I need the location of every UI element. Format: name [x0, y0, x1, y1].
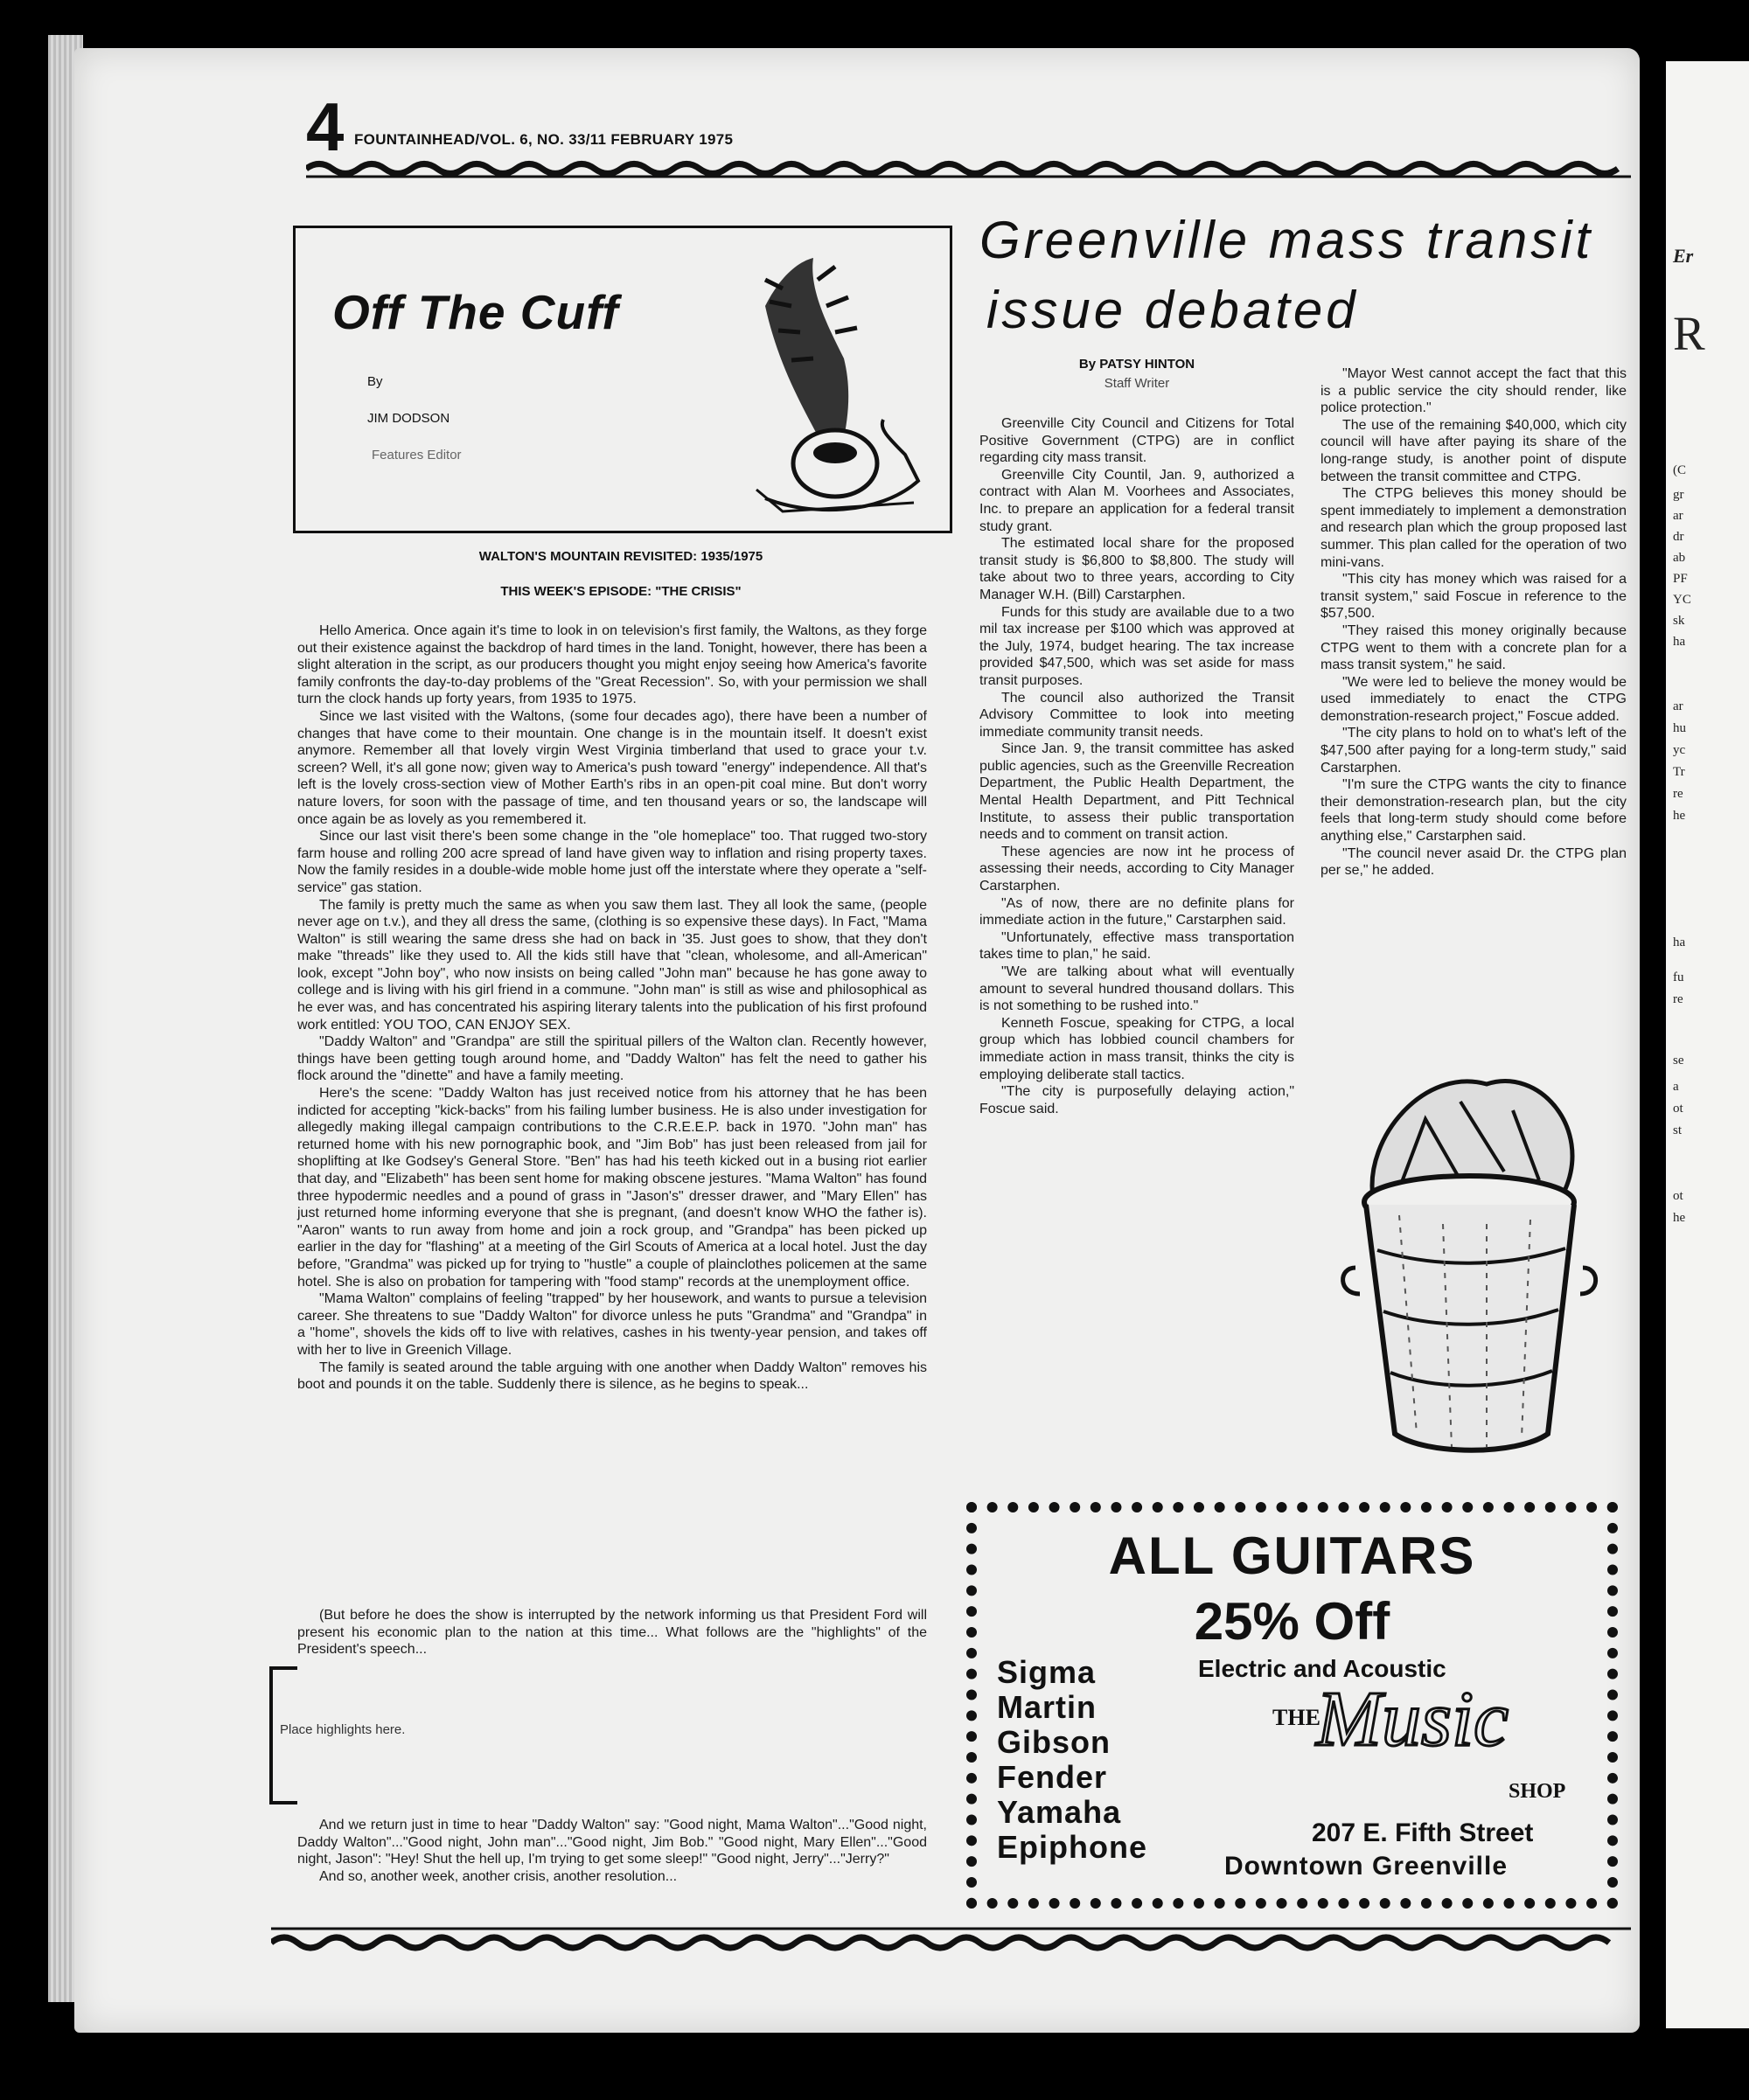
next-page-fragment: st	[1673, 1123, 1683, 1137]
transit-paragraph: The CTPG believes this money should be spent immediately to implement a demonstration and research plan which the group proposed last summer. This plan called for the operation of two mini-vans.	[1320, 486, 1627, 570]
trash-can-illustration	[1329, 1049, 1609, 1460]
next-page-fragment: ar	[1673, 699, 1683, 713]
interruption-text: (But before he does the show is interrupted by the network informing us that President Ford will present his economic plan to the nation at this time... What follows are the "highlights" of the President's speech...	[297, 1608, 927, 1658]
next-page-fragment: fu	[1673, 970, 1684, 984]
next-page-fragment: YC	[1673, 593, 1691, 607]
subhead-walton: WALTON'S MOUNTAIN REVISITED: 1935/1975	[478, 549, 763, 564]
next-page-fragment: gr	[1673, 488, 1684, 502]
transit-paragraph: "The city plans to hold on to what's left of the $47,500 after paying for a long-term study," said Carstarphen.	[1320, 726, 1627, 775]
next-page-fragment: he	[1673, 1211, 1686, 1225]
brand-list	[997, 1655, 1147, 1865]
article-paragraph: "Mama Walton" complains of feeling "trapped" by her housework, and wants to pursue a television career. She threatens to sue "Daddy Walton" for divorce unless he puts "Grandma" and "Grandpa" in a "home", shovels the kids off to live with relatives, cashes in his twenty-year pension, and takes off with her to live in Greenich Village.	[297, 1291, 927, 1358]
walton-article-body	[297, 622, 927, 1394]
next-page-fragment: ot	[1673, 1189, 1683, 1203]
transit-paragraph: Funds for this study are available due to a two mil tax increase per $100 which was approved at the July, 1974, budget hearing. The tax increase provided $47,500, which was set aside for mass transit purposes.	[979, 604, 1294, 688]
article-paragraph: The family is pretty much the same as when you saw them last. They all look the same, (people never age on t.v.), and they all dress the same, (clothing is so expensive these days). In Fact, "Mama Walton" is still wearing the same dress she had on back in '35. Just goes to show, that they don't make "threads" like they used to. All the kids still have that "clean, wholesome, and all-American" look, except "John boy", who now insists on being called "John man" because he has gone away to college and is living with his girl friend in a commune. "John man" is still as wise and philosophical as he ever was, and has concentrated his aspiring literary talents into the publication of his first profound work entitled: YOU TOO, CAN ENJOY SEX.	[297, 897, 927, 1033]
transit-paragraph: These agencies are now int he process of assessing their needs, according to City Manager Carstarphen.	[979, 844, 1294, 894]
next-page-fragment: sk	[1673, 614, 1685, 628]
transit-paragraph: The council also authorized the Transit Advisory Committee to look into meeting immediate community transit needs.	[979, 690, 1294, 740]
ad-headline: ALL GUITARS	[1108, 1526, 1476, 1585]
shop-name: Music	[1316, 1676, 1509, 1763]
brand-item: Martin	[997, 1689, 1097, 1725]
next-page-fragment: hu	[1673, 721, 1686, 735]
shop-city: Downtown Greenville	[1224, 1852, 1509, 1881]
closing-paragraphs	[297, 1817, 927, 1885]
transit-paragraph: Greenville City Council and Citizens for Total Positive Government (CTPG) are in conflict regarding city mass transit.	[979, 416, 1294, 466]
brand-item: Gibson	[997, 1724, 1111, 1760]
brand-item: Sigma	[997, 1654, 1097, 1690]
next-page-fragment: R	[1673, 307, 1705, 360]
next-page-fragment: ar	[1673, 509, 1683, 523]
next-page-fragment: he	[1673, 809, 1686, 823]
ad-discount: 25% Off	[1194, 1592, 1390, 1651]
masthead: FOUNTAINHEAD/VOL. 6, NO. 33/11 FEBRUARY 1975	[354, 131, 734, 148]
bottom-wavy-rule	[271, 1923, 1631, 1958]
brand-item: Yamaha	[997, 1794, 1122, 1830]
column-title: Off The Cuff	[332, 285, 619, 339]
next-page-fragment: re	[1673, 992, 1683, 1006]
next-page-fragment: Er	[1673, 245, 1694, 267]
transit-paragraph: "This city has money which was raised for a transit system," said Foscue in reference to the $57,500.	[1320, 572, 1627, 622]
transit-paragraph: "The council never asaid Dr. the CTPG plan per se," he added.	[1320, 845, 1627, 879]
transit-paragraph: "The city is purposefully delaying action," Foscue said.	[979, 1084, 1294, 1116]
transit-paragraph: "I'm sure the CTPG wants the city to finance their demonstration-research plan, but the city feels that long-term study should come before anything else," Carstarphen said.	[1320, 777, 1627, 845]
brand-item: Epiphone	[997, 1829, 1147, 1865]
transit-column-1	[979, 415, 1294, 1117]
next-page-fragment: (C	[1673, 463, 1686, 477]
transit-paragraph: "They raised this money originally because CTPG went to them with a concrete plan for a mass transit system," he said.	[1320, 622, 1627, 673]
byline-by: By	[367, 374, 383, 389]
next-page-fragment: ot	[1673, 1102, 1683, 1116]
next-page-fragment: dr	[1673, 530, 1684, 544]
transit-paragraph: "We were led to believe the money would be used immediately to enact the CTPG demonstration-research project," Foscue added.	[1320, 674, 1627, 724]
article-paragraph: Since our last visit there's been some change in the "ole homeplace" too. That rugged two-story farm house and rolling 200 acre spread of land have given way to inflation and rising property taxes. Now the family resides in a double-wide moble home just off the interstate where they operate a "self-service" gas station.	[297, 829, 927, 895]
next-page-edge	[1666, 61, 1749, 2028]
transit-paragraph: "We are talking about what will eventually amount to several hundred thousand dollars. This is not something to be rushed into."	[979, 964, 1294, 1014]
ad-subline: Electric and Acoustic	[1198, 1655, 1446, 1682]
shop-word: SHOP	[1509, 1780, 1566, 1803]
page-number: 4	[306, 88, 345, 165]
interruption-paragraph	[297, 1607, 927, 1658]
shop-address: 207 E. Fifth Street	[1312, 1818, 1534, 1847]
article-paragraph: Here's the scene: "Daddy Walton has just received notice from his attorney that he has been indicted for accepting "kick-backs" from his failing lumber business. He is also under investigation for allegedly making illegal campaign contributions to the C.R.E.E.P. back in 1970. "John man" has returned home with his new pornographic book, and "Jim Bob" has just been released from jail for shoplifting at Ike Godsey's General Store. "Ben" has had his teeth kicked out in a busing riot earlier that day, and "Elizabeth" has been sent home for making obscene jestures. "Mama Walton" has found three hypodermic needles and a pound of grass in "Jason's" dresser drawer, and "Mary Ellen" has just returned home informing everyone that she is pregnant, (and doesn't know WHO the father is). "Aaron" wants to run away from home and join a rock group, and "Grandpa" has been picked up earlier in the day for "flashing" at a meeting of the Girl Scouts of America at a local hotel. Just the day before, "Grandma" was picked up for trying to "hustle" a couple of plainclothes policemen at the same hotel. She is also on probation for tampering with "food stamp" records at the unemployment office.	[297, 1086, 928, 1290]
column-author: JIM DODSON	[367, 411, 450, 426]
article-paragraph: The family is seated around the table arguing with one another when Daddy Walton" removes his boot and pounds it on the table. Suddenly there is silence, as he begins to speak...	[297, 1359, 927, 1393]
top-wavy-rule	[306, 156, 1631, 182]
next-page-fragment: ha	[1673, 935, 1686, 949]
transit-paragraph: "As of now, there are no definite plans for immediate action in the future," Carstarphen said.	[979, 895, 1294, 928]
highlights-placeholder: Place highlights here.	[280, 1722, 406, 1737]
transit-byline-role: Staff Writer	[1104, 376, 1170, 391]
transit-paragraph: The use of the remaining $40,000, which city council will have after paying its share of the long-range study, is another point of dispute between the transit committee and CTPG.	[1320, 417, 1627, 484]
next-page-fragment: ab	[1673, 551, 1686, 565]
column-author-role: Features Editor	[372, 448, 462, 462]
transit-headline-line1: Greenville mass transit	[979, 211, 1594, 269]
subhead-episode: THIS WEEK'S EPISODE: "THE CRISIS"	[500, 584, 742, 599]
transit-byline: By PATSY HINTON	[1078, 357, 1195, 372]
next-page-fragment: yc	[1673, 743, 1686, 757]
article-paragraph: "Daddy Walton" and "Grandpa" are still the spiritual pillers of the Walton clan. Recently however, things have been getting tough around home, and "Daddy Walton" has felt the need to gather his flock around the "dinette" and have a family meeting.	[297, 1034, 927, 1084]
transit-paragraph: Kenneth Foscue, speaking for CTPG, a local group which has lobbied council chambers for immediate action in mass transit, thinks the city is employing deliberate stall tactics.	[979, 1015, 1294, 1082]
closing-paragraph: And we return just in time to hear "Daddy Walton" say: "Good night, Mama Walton"..."Good night, Daddy Walton"..."Good night, John man"..."Good night, Jim Bob." "Good night, Mary Ellen"..."Good night, Jason": "Hey! Shut the hell up, I'm trying to get some sleep!" "Good night, Jerry"..."Jerry?"	[297, 1818, 927, 1867]
next-page-fragment: se	[1673, 1053, 1684, 1067]
transit-paragraph: "Mayor West cannot accept the fact that this is a public service the city should render, like police protection."	[1320, 366, 1627, 416]
transit-paragraph: Since Jan. 9, the transit committee has asked public agencies, such as the Greenville Recreation Department, the Public Health Department, the Mental Health Department, and Pitt Technical Institute, to assess their public transportation needs and to comment on transit action.	[979, 741, 1294, 843]
closing-paragraph: And so, another week, another crisis, another resolution...	[319, 1868, 678, 1884]
next-page-fragment: PF	[1673, 572, 1688, 586]
next-page-fragment: Tr	[1673, 765, 1685, 779]
article-paragraph: Hello America. Once again it's time to look in on television's first family, the Waltons, as they forge out their existence against the backdrop of hard times in the land. Tonight, however, there has been a slight alteration in the script, as our producers thought you might enjoy seeing how America's favorite family confronts the day-to-day problems of the "Great Recession". So, with your permission we shall turn the clock hands up forty years, from 1935 to 1975.	[297, 623, 927, 707]
next-page-fragment: a	[1673, 1080, 1679, 1094]
transit-paragraph: "Unfortunately, effective mass transportation takes time to plan," he said.	[979, 929, 1294, 963]
shop-the: THE	[1272, 1705, 1320, 1730]
transit-paragraph: Greenville City Countil, Jan. 9, authorized a contract with Alan M. Voorhees and Associates, Inc. to prepare an application for a federal transit study grant.	[979, 467, 1294, 534]
transit-column-2	[1320, 365, 1627, 880]
quill-inkwell-illustration	[730, 254, 931, 516]
next-page-fragment: ha	[1673, 635, 1686, 649]
article-paragraph: Since we last visited with the Waltons, (some four decades ago), there have been a number of changes that have come to their mountain. One change is in the mountain itself. It doesn't exist anymore. Remember all that lovely virgin West Virginia timberland that used to grace your t.v. screen? Well, it's all gone now; given way to America's push toward "energy" independence. All that's left is the lovely cross-section view of Mother Earth's ribs in an open-pit coal mine. But don't worry nature lovers, for soon with the passage of time, and ten thousand years or so, the landscape will once again be as lovely as you remembered it.	[297, 708, 927, 827]
next-page-fragment: re	[1673, 787, 1683, 801]
transit-paragraph: The estimated local share for the proposed transit study is $6,800 to $8,800. The study will take about two to three years, according to City Manager W.H. (Bill) Carstarphen.	[979, 536, 1294, 602]
brand-item: Fender	[997, 1759, 1108, 1795]
transit-headline-line2: issue debated	[986, 281, 1359, 339]
